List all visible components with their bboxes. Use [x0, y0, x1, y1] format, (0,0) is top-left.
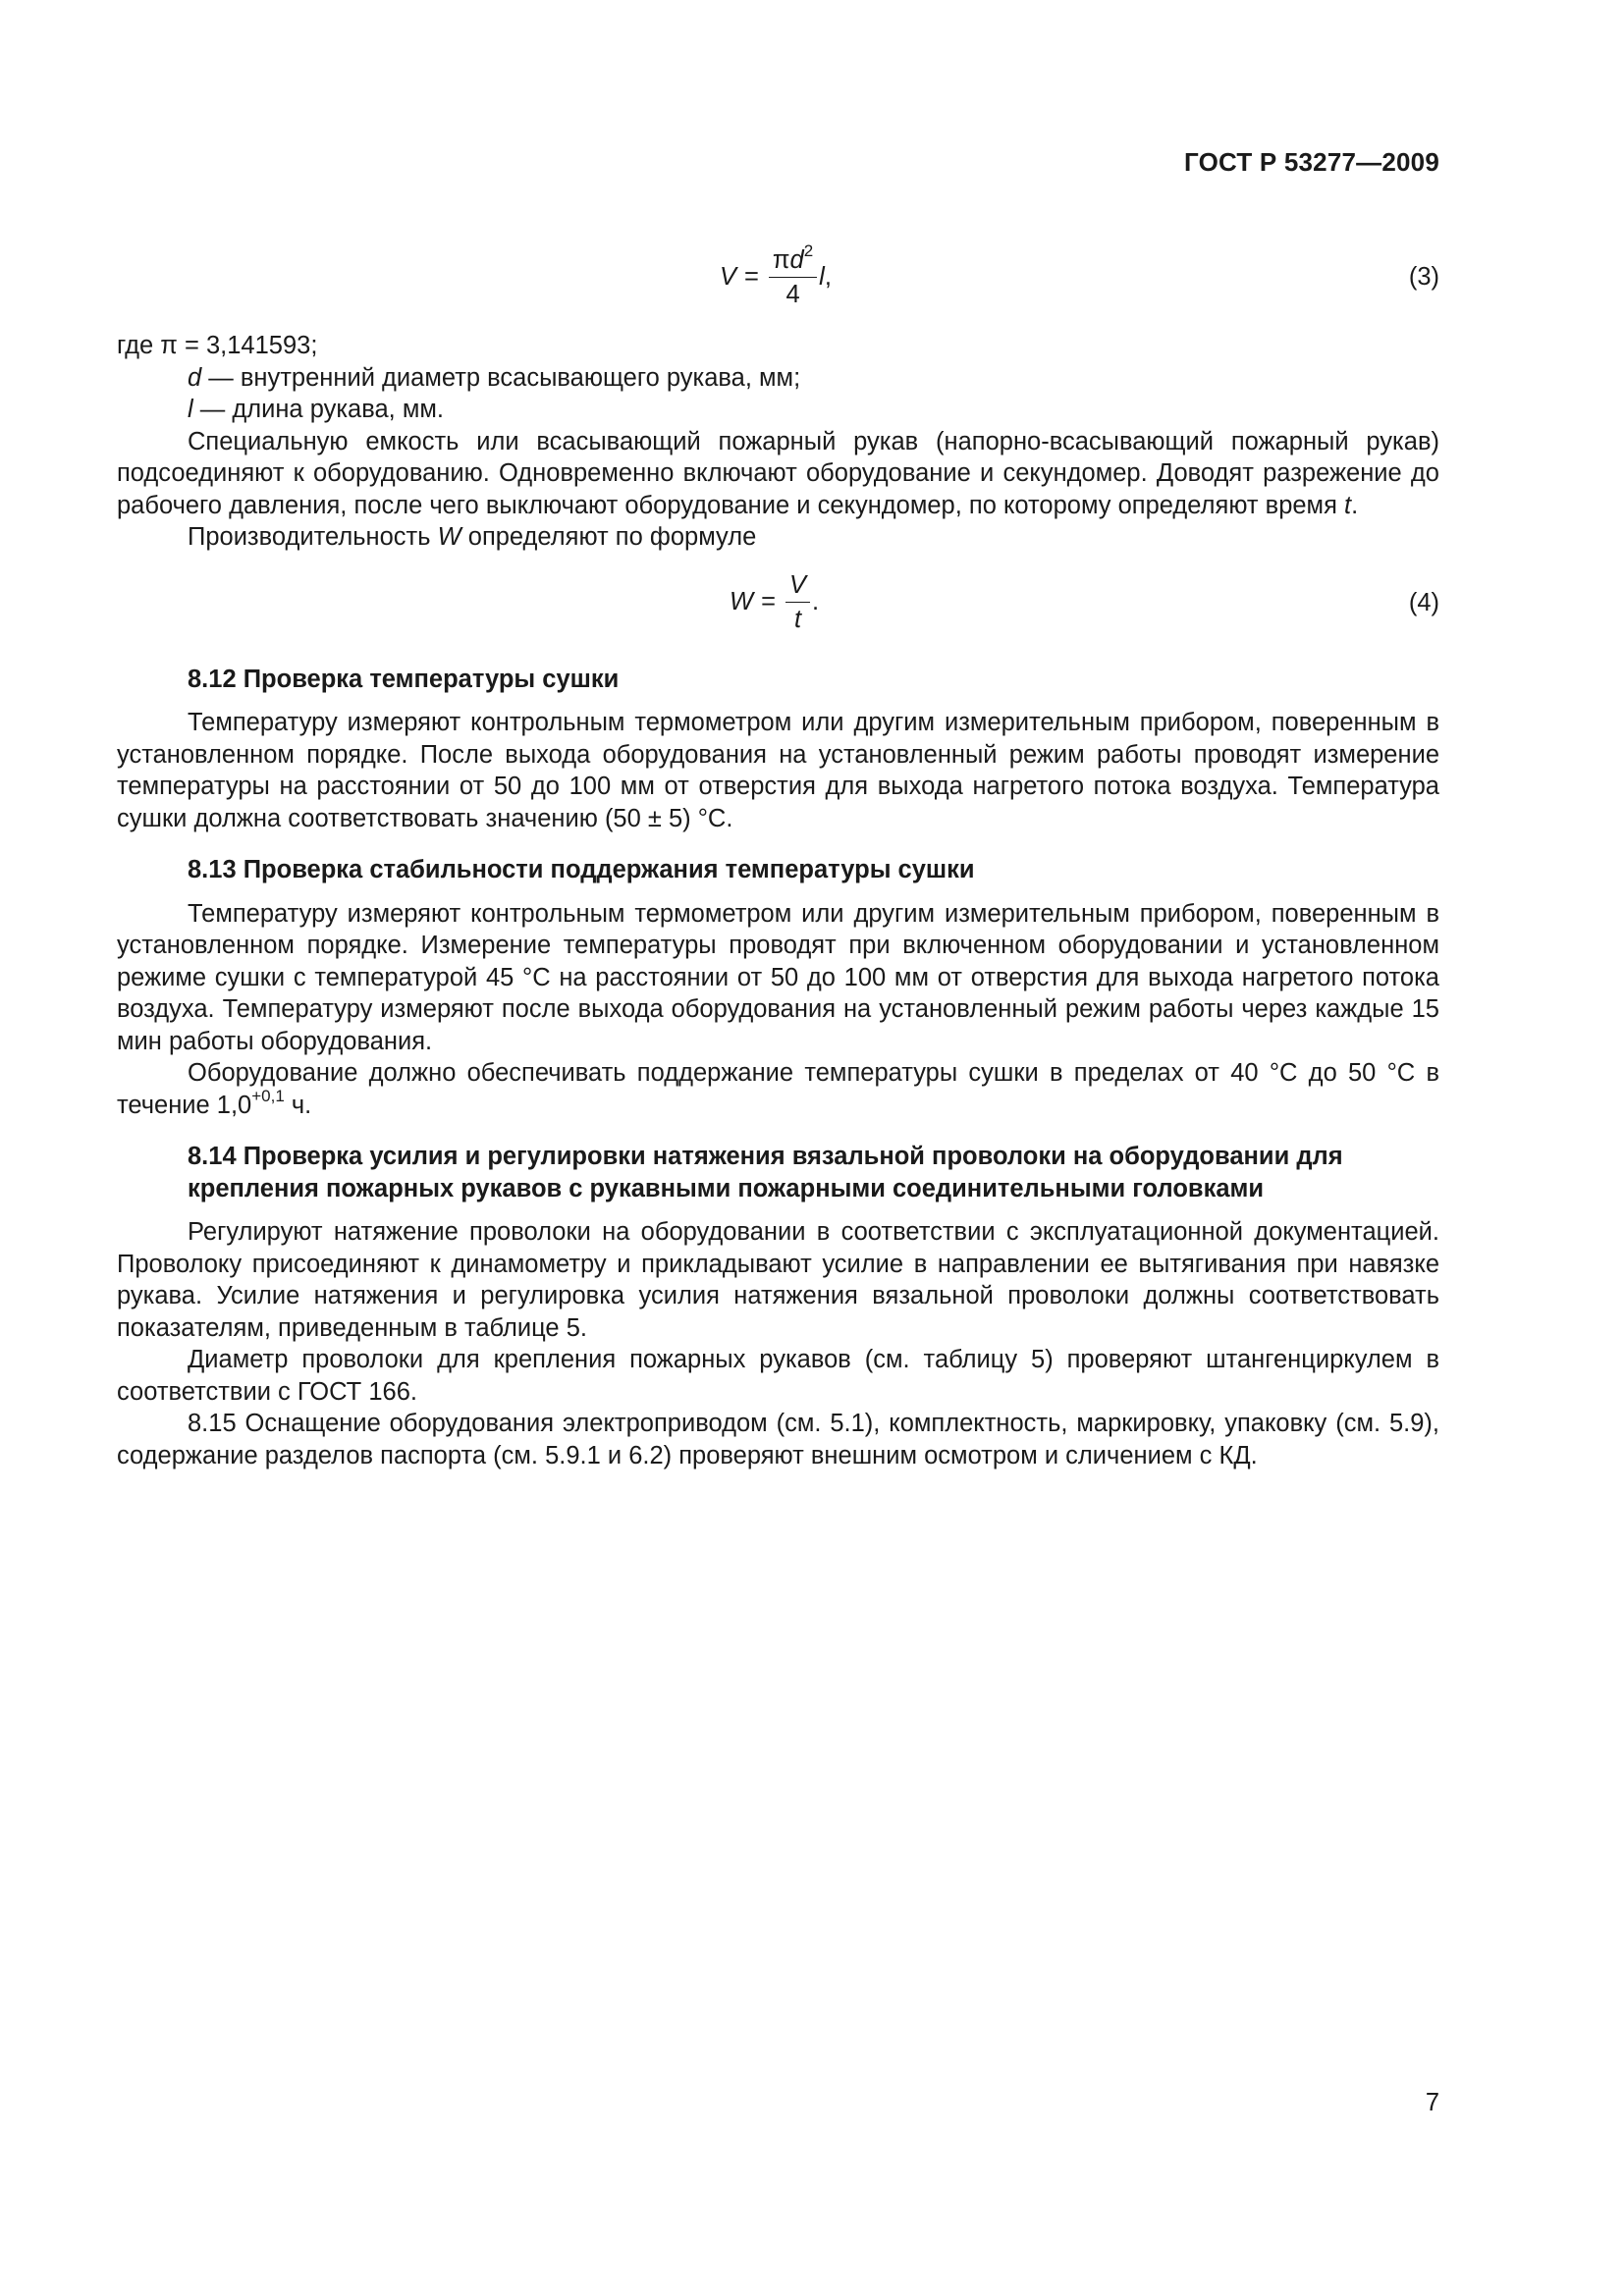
where-d-text: — внутренний диаметр всасывающего рукава, мм; [201, 363, 801, 392]
where-line-d [117, 362, 1439, 395]
where-line-l [117, 394, 1439, 426]
where-l-var: l [188, 396, 193, 423]
formula-3-number: (3) [1408, 263, 1439, 291]
page-number: 7 [1425, 2089, 1439, 2116]
formula-4-numerator: V [785, 570, 810, 603]
productivity-var: W [437, 523, 461, 551]
paragraph-special-t: t [1344, 491, 1352, 519]
paragraph-special-text: Специальную емкость или всасывающий пожарный рукав (напорно-всасывающий пожарный рукав) подсоединяют к оборудованию. Одновременно включают оборудование и секундомер. Доводят разрежение до рабочего давления, после чего выключают оборудование и секундомер, по которому определяют время [117, 427, 1439, 519]
formula-4-eq: = [761, 588, 776, 616]
productivity-text-a: Производительность [188, 523, 438, 551]
formula-3-denominator: 4 [785, 280, 800, 308]
section-8-13-title: 8.13 Проверка стабильности поддержания температуры сушки [188, 856, 975, 883]
section-8-14-text1: Регулируют натяжение проволоки на оборудовании в соответствии с эксплуатационной документацией. Проволоку присоединяют к динамометру и прикладывают усилие в направлении ее вытягивания при навязке рукава. Усилие натяжения и регулировка усилия натяжения вязальной проволоки должны соответствовать показателям, приведенным в таблице 5. [117, 1218, 1439, 1342]
formula-4-fraction [785, 570, 810, 634]
formula-3-eq: = [744, 262, 759, 291]
section-8-13-text2-a: Оборудование должно обеспечивать поддержание температуры сушки в пределах от 40 °С до 50 °С в течение 1,0 [117, 1059, 1439, 1119]
formula-4-expression [730, 561, 819, 644]
section-8-12-text: Температуру измеряют контрольным термометром или другим измерительным прибором, поверенным в установленном порядке. После выхода оборудования на установленный режим работы проводят измерение температуры на расстоянии от 50 до 100 мм от отверстия для выхода нагретого потока воздуха. Температура сушки должна соответствовать значению (50 ± 5) °С. [117, 709, 1439, 832]
section-8-15-text: 8.15 Оснащение оборудования электроприводом (см. 5.1), комплектность, маркировку, упаковку (см. 5.9), содержание разделов паспорта (см. 5.9.1 и 6.2) проверяют внешним осмотром и сличением с КД. [117, 1410, 1439, 1469]
paragraph-productivity [117, 521, 1439, 554]
formula-3-comma: , [824, 262, 832, 291]
where-line-pi: где π = 3,141593; [117, 332, 318, 359]
section-8-14-title: 8.14 Проверка усилия и регулировки натяжения вязальной проволоки на оборудовании для крепления пожарных рукавов с рукавными пожарными соединительными головками [188, 1143, 1343, 1202]
formula-3-fraction [769, 241, 817, 309]
section-8-13-text2-b: ч. [284, 1091, 312, 1119]
paragraph-special-end: . [1351, 491, 1359, 519]
where-d-var: d [188, 363, 202, 392]
formula-3-l: l [819, 262, 825, 291]
formula-3-d: d [789, 245, 804, 274]
formula-4-denominator: t [793, 606, 802, 633]
formula-4 [117, 561, 1439, 644]
section-8-14-text2: Диаметр проволоки для крепления пожарных рукавов (см. таблицу 5) проверяют штангенциркулем в соответствии с ГОСТ 166. [117, 1346, 1439, 1406]
paragraph-special-container [117, 426, 1439, 522]
formula-4-dot: . [812, 588, 820, 616]
formula-3-exp: 2 [803, 241, 814, 260]
section-8-12-title: 8.12 Проверка температуры сушки [188, 665, 620, 693]
productivity-text-b: определяют по формуле [460, 523, 757, 551]
document-header: ГОСТ Р 53277—2009 [1184, 147, 1439, 177]
formula-4-lhs: W [730, 588, 754, 616]
where-l-text: — длина рукава, мм. [192, 396, 444, 423]
document-body [117, 236, 1439, 1471]
formula-3-pi: π [772, 245, 790, 274]
section-8-13-text: Температуру измеряют контрольным термометром или другим измерительным прибором, поверенным в установленном порядке. Измерение температуры проводят при включенном оборудовании и установленном режиме сушки с температурой 45 °С на расстоянии от 50 до 100 мм от отверстия для выхода нагретого потока воздуха. Температуру измеряют после выхода оборудования на установленный режим работы через каждые 15 мин работы оборудования. [117, 899, 1439, 1055]
formula-3-numerator [769, 241, 817, 278]
formula-3-lhs: V [720, 262, 737, 291]
section-8-13-tolerance: +0,1 [251, 1087, 285, 1105]
formula-3-expression [720, 236, 832, 318]
formula-3 [117, 236, 1439, 318]
section-8-13-text2 [117, 1057, 1439, 1121]
formula-4-number: (4) [1408, 588, 1439, 616]
